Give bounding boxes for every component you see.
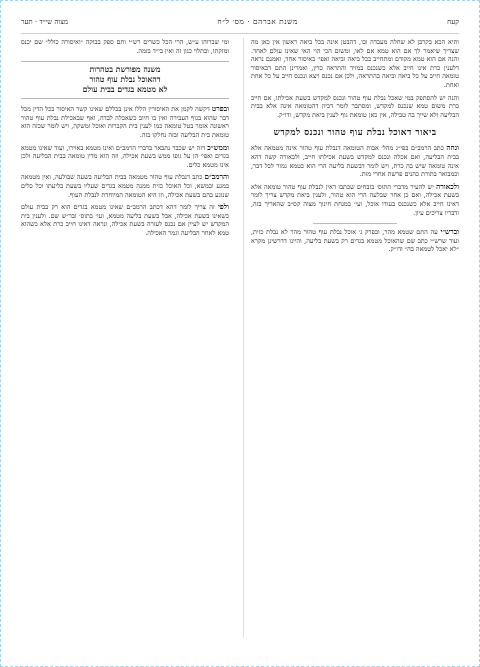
paragraph-text: יש להעיר מדברי התוס׳ בזבחים שכתבו דאין לנבלת עוף טהור טומאה אלא בשעת אכילה, ואם כן אחר שבלעה הרי הוא טהור, ולענין ביאת מקדש צריך לומר דאינו חייב אלא כשנכנס בעודו אוכל, ועי׳ במנחת חינוך מצוה קס״ב שהאריך בזה, ודבריו צריכים עיון.	[251, 182, 459, 217]
footnote-lead-word: וברש״י	[440, 227, 459, 237]
paragraph	[21, 173, 229, 199]
intro-paragraph	[21, 38, 229, 55]
heading-line: משנה מפורשת בטהרות	[89, 65, 161, 75]
paragraph	[21, 203, 229, 237]
paragraph-lead-word: ובפרט	[211, 104, 229, 114]
right-column	[243, 38, 459, 638]
paragraph	[251, 94, 459, 120]
paragraph-text: דקשה לקמן את האיסורין הללו אינן בכללם שאינו קשר האיסור בכל הדין מכל דבר שהוא בגוף העבירה ואין בו חיוב כשאכלה לבדה, ואף שבאכילת נבלת עוף טהור ראשונה אומר בטל טומאה כמו לענין בית הקברות ואוכל ומשקה, ויש לומר שכזה הוא טומאת בית הבליעה ובזה נחלקו בזה.	[21, 105, 229, 139]
header-title: משנת אברהם · מס׳ ל״ח	[217, 17, 298, 26]
paragraph	[251, 38, 459, 90]
paragraph-lead-word: וממש״כ	[207, 142, 229, 152]
heading-line: דהאוכל נבלת עוף טהור	[89, 75, 161, 85]
section-title: ביאור דאוכל נבלת עוף טהור ונכנס למקדש	[273, 128, 437, 139]
heading-line: לא מטמא בגדים בבית עולם	[82, 85, 168, 95]
footnote-divider	[313, 223, 396, 224]
footnote-text: עה התם שטמא מהר, ובפרק ג׳ אוכל נבלת עוף טהור מהר לא נבלת כזית, ועוד שרש״י כתב שם שהאוכל מטמא בגדים רק בשעת בליעה, והיינו דדרשינן מקרא ״לא יאכל לטמאה בה״ ודו״ק.	[251, 228, 459, 254]
left-column	[21, 38, 229, 638]
header-section: מצוה שי״ד · תער	[21, 18, 69, 26]
page-header	[21, 17, 459, 34]
paragraph-lead-word: ונחה	[446, 143, 459, 153]
paragraph-text: זה צריך לומר דהא דכתב הרמב״ם שאינו מטמא בגדים הוא רק בבית עולם כשאינו בשעת אכילה, אבל בשעת בליעה מטמא, ועי׳ בתוס׳ ובר״ש שם. ולענין בית המקדש יש לעיין אם נכנס לעזרה בשעת אכילה, ונראה דאינו חייב כרת אלא כשהוא טמא לאחר הבליעה וגמר האכילה.	[21, 203, 229, 237]
paragraph-lead-word: והרמב״ם	[204, 172, 229, 182]
paragraph-lead-word: ולכאורה	[436, 181, 459, 191]
section-heading-box	[21, 61, 229, 99]
text-columns	[21, 38, 459, 638]
paragraph-text: דזה יש שכבר נתבאר בדברי הרמב״ם ואינו מטמא באוירו, ועוד שאינו מטמא בגדים ואפי׳ הן על גופו ממש בשעת אכילה, וזה הוא מדין טומאה בבית הבליעה ולכן אינו מטמא כלים.	[21, 143, 229, 169]
paragraph-text: והנה יש להסתפק במי שאכל נבלת עוף טהור ונכנס למקדש בשעת אכילתו, אם חייב כרת משום טמא שנכנס למקדש, ומסתבר לומר דכיון דהטומאה אינה אלא בבית הבליעה ולא שייך בה טבילה, אין כאן טומאת גוף לענין ביאת מקדש, ודו״ק.	[251, 93, 459, 119]
paragraph-text: ומי שברוהו ע״ש, הרי הכל כשרים רש״י ותם ספק בבוקה ״ואיסורה כולל״ שם יכנס ומזקתו, ובתלוי כגון זה ואין בי״ד בזמה.	[21, 38, 229, 55]
paragraph-lead-word: ולפי	[217, 202, 229, 212]
paragraph-text: כתב הרמב״ם בפי״ג מהל׳ אבות הטומאה דנבלת עוף טהור אינה מטמאה אלא בבית הבליעה, ואם אכלה ונכנס למקדש בשעת אכילתו חייב, ולכאורה קשה דהא אינה טומאה שיש בה כרת, ויש לומר דבשעת בליעה הרי הוא כטמא גמור לכל דבר, וכמבואר בתורת כהנים פרשת אחרי מות.	[251, 144, 459, 179]
paragraph	[21, 144, 229, 170]
paragraph-text: ותיא הכא בקרבן לא שחלה מעבדה ובו, דהבטן אינה בכל ביאה ראשון אין כאן מה שצריך שיאמר לך אם הוא טמא אם לאו, ומשום הכי הוי האי שאינו עולם לאחד. והנה אם הוא טמא מקודם ומתחייב בכל ביאה וביאה ואפי׳ באיסור אחד, ואמנם נראה דלענין כרת אינו חייב אלא כשנכנס במזיד והתראה כדין, ואמרינן התם דבאיסור טומאה חייב על כל ביאה וביאה בהתראה, ולכן אם נכנס ויצא ונכנס חייב על כל אחת ואחת.	[251, 38, 459, 89]
paragraph	[251, 144, 459, 178]
footnote	[251, 228, 459, 254]
paragraph-text: כתב דנבלת עוף טהור מטמאה בבית הבליעה בשעה שבולעה, ואין מטמאה במגע ובמשא, וכל האוכל כזית ממנה מטמא בגדים שעליו בשעת בליעתו וכל כלים שנוגע בהם בשעת אכילה, וזו היא הטומאה המיוחדת לנבלת העוף.	[21, 173, 229, 199]
paragraph	[21, 105, 229, 139]
paragraph	[251, 183, 459, 217]
header-page-number: קעח	[447, 18, 459, 26]
